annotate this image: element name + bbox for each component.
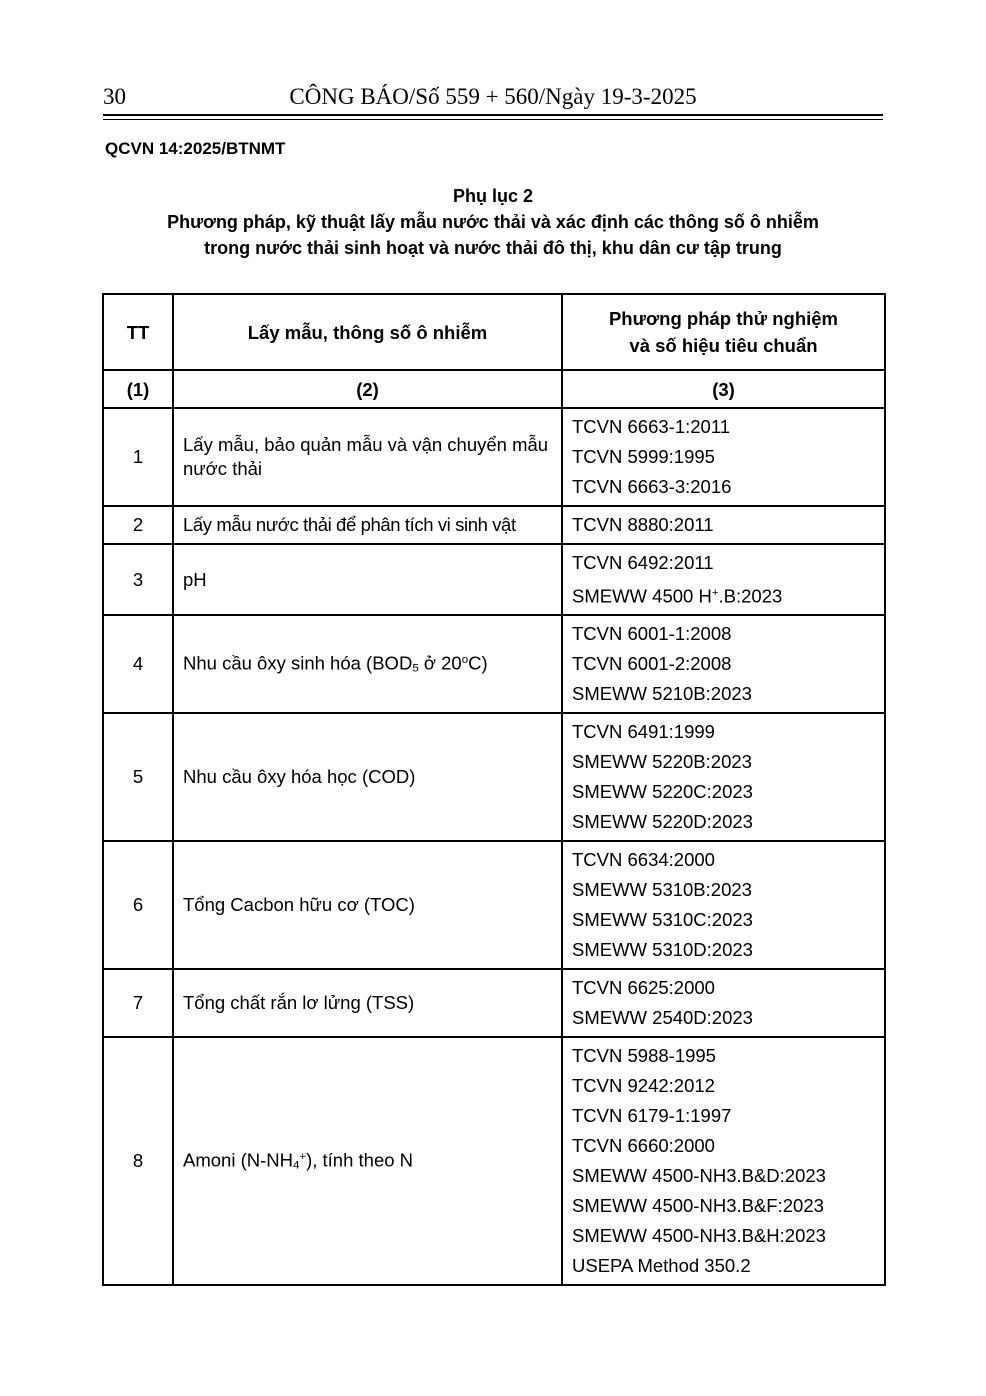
row-number: 2: [103, 506, 173, 544]
method-standard: TCVN 5999:1995: [572, 446, 715, 467]
subscript: 4: [292, 1159, 300, 1172]
method-standard: TCVN 6634:2000: [572, 849, 715, 871]
method-standard: SMEWW 5210B:2023: [572, 683, 752, 705]
methods-cell: [562, 544, 885, 615]
table-row: [103, 544, 885, 615]
method-standard: TCVN 6179-1:1997: [572, 1105, 732, 1127]
method-standard: TCVN 6625:2000: [572, 977, 715, 999]
methods-cell: [562, 1037, 885, 1285]
table-row: [103, 408, 885, 506]
methods-cell: [562, 615, 885, 713]
method-standard: SMEWW 5220D:2023: [572, 811, 753, 833]
column-number: (1): [103, 370, 173, 408]
header-method: [562, 294, 885, 370]
parameter-cell: Tổng Cacbon hữu cơ (TOC): [173, 841, 562, 969]
method-standard: SMEWW 4500 H+.B:2023: [572, 585, 783, 607]
method-standard: USEPA Method 350.2: [572, 1255, 751, 1277]
table-row: [103, 841, 885, 969]
parameter-cell: pH: [173, 544, 562, 615]
column-number: (2): [173, 370, 562, 408]
appendix-heading: [103, 183, 883, 261]
parameter-cell: Tổng chất rắn lơ lửng (TSS): [173, 969, 562, 1037]
appendix-label: Phụ lục 2: [452, 186, 533, 206]
methods-cell: [562, 841, 885, 969]
method-standard: SMEWW 2540D:2023: [572, 1007, 753, 1029]
method-standard: SMEWW 5220B:2023: [572, 751, 752, 773]
method-standard: TCVN 6660:2000: [572, 1135, 715, 1157]
row-number: 3: [103, 544, 173, 615]
table-row: [103, 713, 885, 841]
column-number-row: [103, 370, 885, 408]
methods-table: [102, 293, 886, 1286]
method-standard: TCVN 6001-1:2008: [572, 623, 732, 645]
method-standard: SMEWW 5310D:2023: [572, 939, 753, 961]
method-standard: TCVN 6663-3:2016: [572, 476, 732, 497]
parameter-cell: Nhu cầu ôxy sinh hóa ($BOD_5$ ở 20$^o$C): [173, 615, 562, 713]
method-standard: SMEWW 4500-NH3.B&F:2023: [572, 1195, 824, 1217]
parameter-cell: Amoni $(N-NH_4^+)$, tính theo N: [173, 1037, 562, 1285]
table-row: [103, 506, 885, 544]
method-standard: SMEWW 5220C:2023: [572, 781, 753, 803]
superscript: +: [711, 587, 719, 599]
method-standard: SMEWW 5310C:2023: [572, 909, 753, 931]
row-number: 7: [103, 969, 173, 1037]
page-header: [103, 82, 883, 114]
method-standard: TCVN 8880:2011: [572, 514, 714, 535]
methods-cell: [562, 713, 885, 841]
table-row: [103, 1037, 885, 1285]
method-standard: TCVN 6492:2011: [572, 552, 714, 573]
header-method-line-1: Phương pháp thử nghiệm: [608, 308, 839, 329]
method-standard: TCVN 5988-1995: [572, 1045, 716, 1067]
methods-cell: [562, 408, 885, 506]
parameter-cell: Nhu cầu ôxy hóa học (COD): [173, 713, 562, 841]
row-number: 4: [103, 615, 173, 713]
subscript: 5: [412, 662, 419, 675]
table-row: [103, 615, 885, 713]
row-number: 1: [103, 408, 173, 506]
methods-cell: [562, 969, 885, 1037]
document-code: QCVN 14:2025/BTNMT: [105, 139, 286, 158]
appendix-title-line-2: trong nước thải sinh hoạt và nước thải đô thị, khu dân cư tập trung: [204, 238, 782, 258]
methods-cell: [562, 506, 885, 544]
header-param: Lấy mẫu, thông số ô nhiễm: [173, 294, 562, 370]
parameter-cell: Lấy mẫu, bảo quản mẫu và vận chuyển mẫu nước thải: [173, 408, 562, 506]
row-number: 8: [103, 1037, 173, 1285]
method-standard: TCVN 9242:2012: [572, 1075, 715, 1097]
method-standard: TCVN 6001-2:2008: [572, 653, 732, 675]
appendix-title-line-1: Phương pháp, kỹ thuật lấy mẫu nước thải và xác định các thông số ô nhiễm: [167, 212, 819, 232]
gazette-title: CÔNG BÁO/Số 559 + 560/Ngày 19-3-2025: [289, 84, 697, 109]
row-number: 6: [103, 841, 173, 969]
method-standard: TCVN 6491:1999: [572, 721, 715, 743]
superscript: +: [299, 1151, 307, 1163]
table-header-row: [103, 294, 885, 370]
row-number: 5: [103, 713, 173, 841]
header-method-line-2: và số hiệu tiêu chuẩn: [629, 335, 818, 356]
header-rule-thin: [103, 119, 883, 120]
table-row: [103, 969, 885, 1037]
table-body: [103, 408, 885, 1285]
header-rule: [103, 114, 883, 116]
method-standard: SMEWW 5310B:2023: [572, 879, 752, 901]
method-standard: SMEWW 4500-NH3.B&H:2023: [572, 1225, 826, 1247]
method-standard: TCVN 6663-1:2011: [572, 416, 731, 437]
parameter-cell: Lấy mẫu nước thải để phân tích vi sinh vật: [173, 506, 562, 544]
page-number: 30: [103, 84, 126, 109]
superscript: o: [461, 654, 469, 666]
header-tt: TT: [103, 294, 173, 370]
column-number: (3): [562, 370, 885, 408]
method-standard: SMEWW 4500-NH3.B&D:2023: [572, 1165, 826, 1187]
